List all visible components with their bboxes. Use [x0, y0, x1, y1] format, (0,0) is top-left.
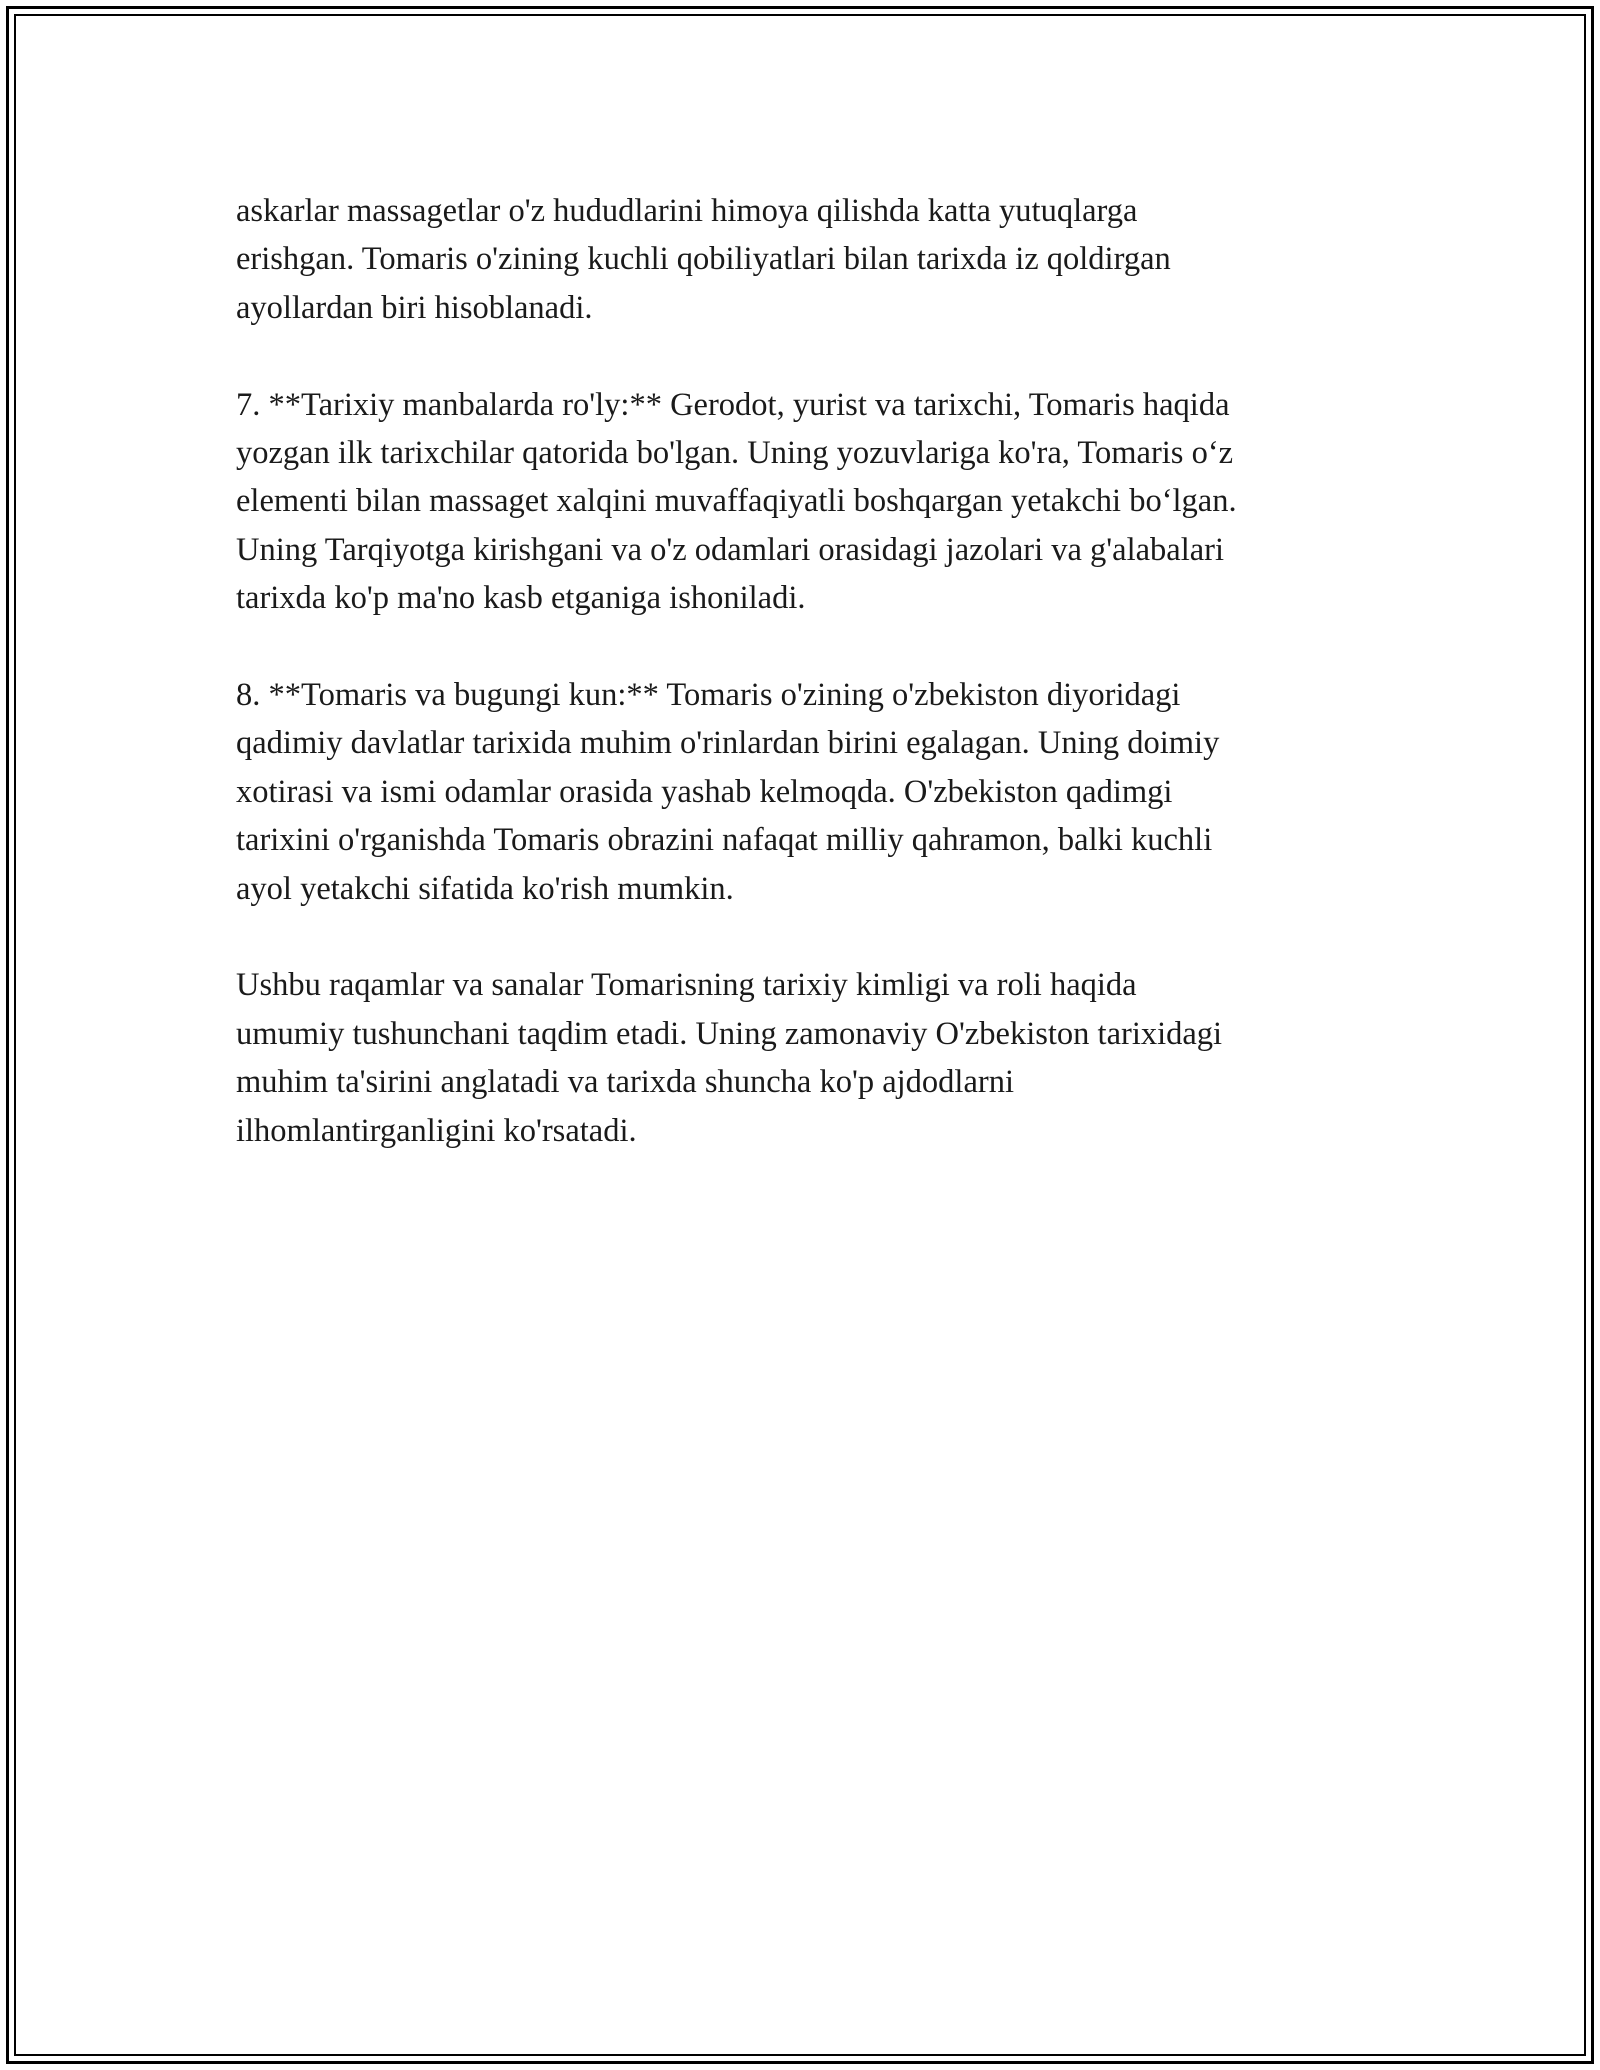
text-line: ilhomlantirganligini ko'rsatadi. — [236, 1112, 637, 1149]
text-line: umumiy tushunchani taqdim etadi. Uning zamonaviy O'zbekiston tarixidagi — [236, 1015, 1223, 1052]
text-line: Uning Tarqiyotga kirishgani va o'z odamlari orasidagi jazolari va g'alabalari — [236, 531, 1225, 568]
text-line: Ushbu raqamlar va sanalar Tomarisning tarixiy kimligi va roli haqida — [236, 967, 1137, 1004]
text-line: tarixini o'rganishda Tomaris obrazini nafaqat milliy qahramon, balki kuchli — [236, 822, 1213, 859]
text-line: askarlar massagetlar o'z hududlarini himoya qilishda katta yutuqlarga — [236, 193, 1138, 229]
text-line: erishgan. Tomaris o'zining kuchli qobiliyatlari bilan tarixda iz qoldirgan — [236, 241, 1171, 278]
text-line: 7. **Tarixiy manbalarda ro'ly:** Gerodot, yurist va tarixchi, Tomaris haqida — [236, 386, 1230, 423]
text-line: yozgan ilk tarixchilar qatorida bo'lgan. Uning yozuvlariga ko'ra, Tomaris o‘z — [236, 435, 1234, 472]
text-line: tarixda ko'p ma'no kasb etganiga ishoniladi. — [236, 580, 806, 617]
paragraph-tomaris-achievements — [236, 187, 1376, 332]
document-body — [236, 187, 1376, 1203]
text-line: qadimiy davlatlar tarixida muhim o'rinlardan birini egalagan. Uning doimiy — [236, 725, 1220, 762]
text-line: 8. **Tomaris va bugungi kun:** Tomaris o'zining o'zbekiston diyoridagi — [236, 677, 1181, 714]
text-line: xotirasi va ismi odamlar orasida yashab kelmoqda. O'zbekiston qadimgi — [236, 773, 1173, 810]
text-line: muhim ta'sirini anglatadi va tarixda shuncha ko'p ajdodlarni — [236, 1064, 1014, 1101]
text-line: elementi bilan massaget xalqini muvaffaqiyatli boshqargan yetakchi bo‘lgan. — [236, 483, 1237, 520]
text-line: ayol yetakchi sifatida ko'rish mumkin. — [236, 870, 734, 907]
paragraph-conclusion — [236, 961, 1376, 1155]
paragraph-item-7 — [236, 381, 1376, 623]
paragraph-item-8 — [236, 671, 1376, 913]
text-line: ayollardan biri hisoblanadi. — [236, 289, 593, 326]
